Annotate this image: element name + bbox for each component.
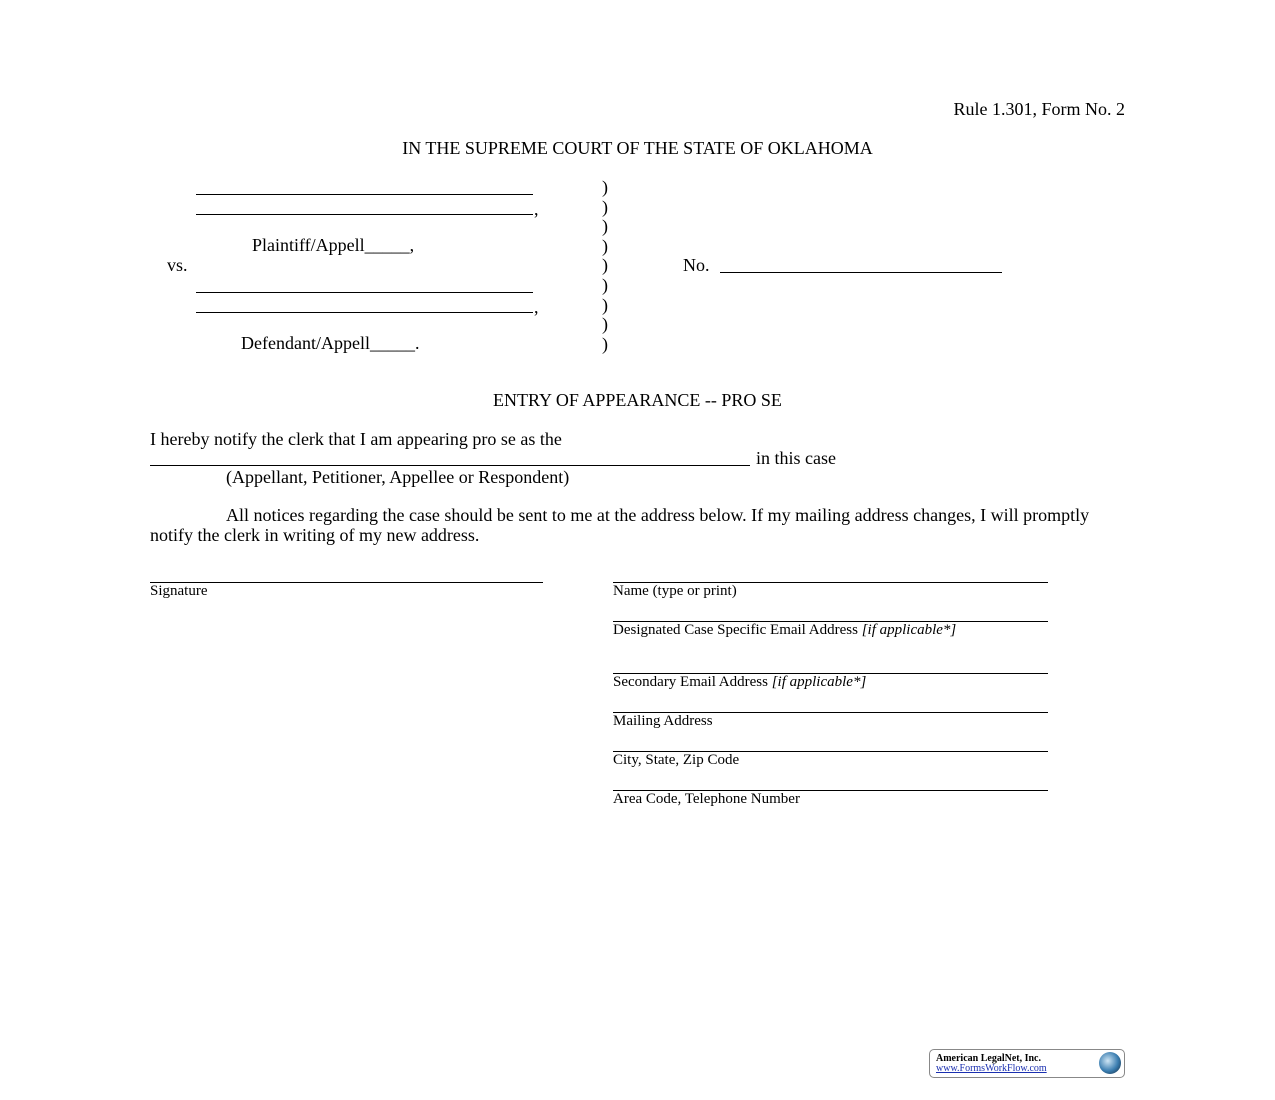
defendant-line-1[interactable]: [196, 292, 533, 293]
caption-paren: ): [602, 275, 608, 295]
caption-paren: ): [602, 333, 608, 354]
caption-paren: ): [602, 216, 608, 237]
comma: ,: [534, 199, 539, 219]
mailing-address-label: Mailing Address: [613, 713, 713, 729]
in-this-case: in this case: [756, 448, 836, 468]
comma: ,: [534, 297, 539, 317]
party-hint: (Appellant, Petitioner, Appellee or Respondent): [226, 467, 570, 487]
plaintiff-line-1[interactable]: [196, 194, 533, 195]
notify-line: I hereby notify the clerk that I am appearing pro se as the: [150, 429, 562, 449]
form-rule: Rule 1.301, Form No. 2: [953, 99, 1125, 119]
logo-url[interactable]: www.FormsWorkFlow.com: [936, 1063, 1047, 1074]
american-legalnet-logo[interactable]: [929, 1049, 1125, 1078]
caption-paren: ): [602, 196, 608, 217]
caption-paren: ): [602, 255, 608, 276]
notice-paragraph: All notices regarding the case should be sent to me at the address below. If my mailing address changes, I will promptly notify the clerk in writing of my new address.: [150, 505, 1090, 545]
logo-company: American LegalNet, Inc.: [936, 1053, 1041, 1064]
document-heading: ENTRY OF APPEARANCE -- PRO SE: [493, 390, 782, 410]
case-number-line[interactable]: [720, 272, 1002, 273]
signature-line[interactable]: [150, 582, 543, 583]
plaintiff-line-2[interactable]: [196, 214, 533, 215]
caption-paren: ): [602, 235, 608, 256]
party-role-line[interactable]: [150, 465, 750, 466]
signature-label: Signature: [150, 583, 208, 599]
designated-email-label: Designated Case Specific Email Address [if applicable*]: [613, 622, 957, 638]
plaintiff-label: Plaintiff/Appell_____,: [252, 235, 415, 255]
vs-label: vs.: [167, 255, 188, 275]
caption-paren: ): [602, 314, 608, 335]
city-label: City, State, Zip Code: [613, 752, 740, 768]
defendant-label: Defendant/Appell_____.: [241, 333, 420, 353]
globe-icon: [1099, 1052, 1121, 1074]
name-label: Name (type or print): [613, 583, 737, 599]
phone-label: Area Code, Telephone Number: [613, 791, 800, 807]
defendant-line-2[interactable]: [196, 312, 533, 313]
case-number-label: No.: [683, 255, 710, 275]
court-title: IN THE SUPREME COURT OF THE STATE OF OKLAHOMA: [402, 138, 873, 158]
secondary-email-label: Secondary Email Address [if applicable*]: [613, 674, 867, 690]
caption-paren: ): [602, 294, 608, 315]
caption-paren: ): [602, 177, 608, 197]
